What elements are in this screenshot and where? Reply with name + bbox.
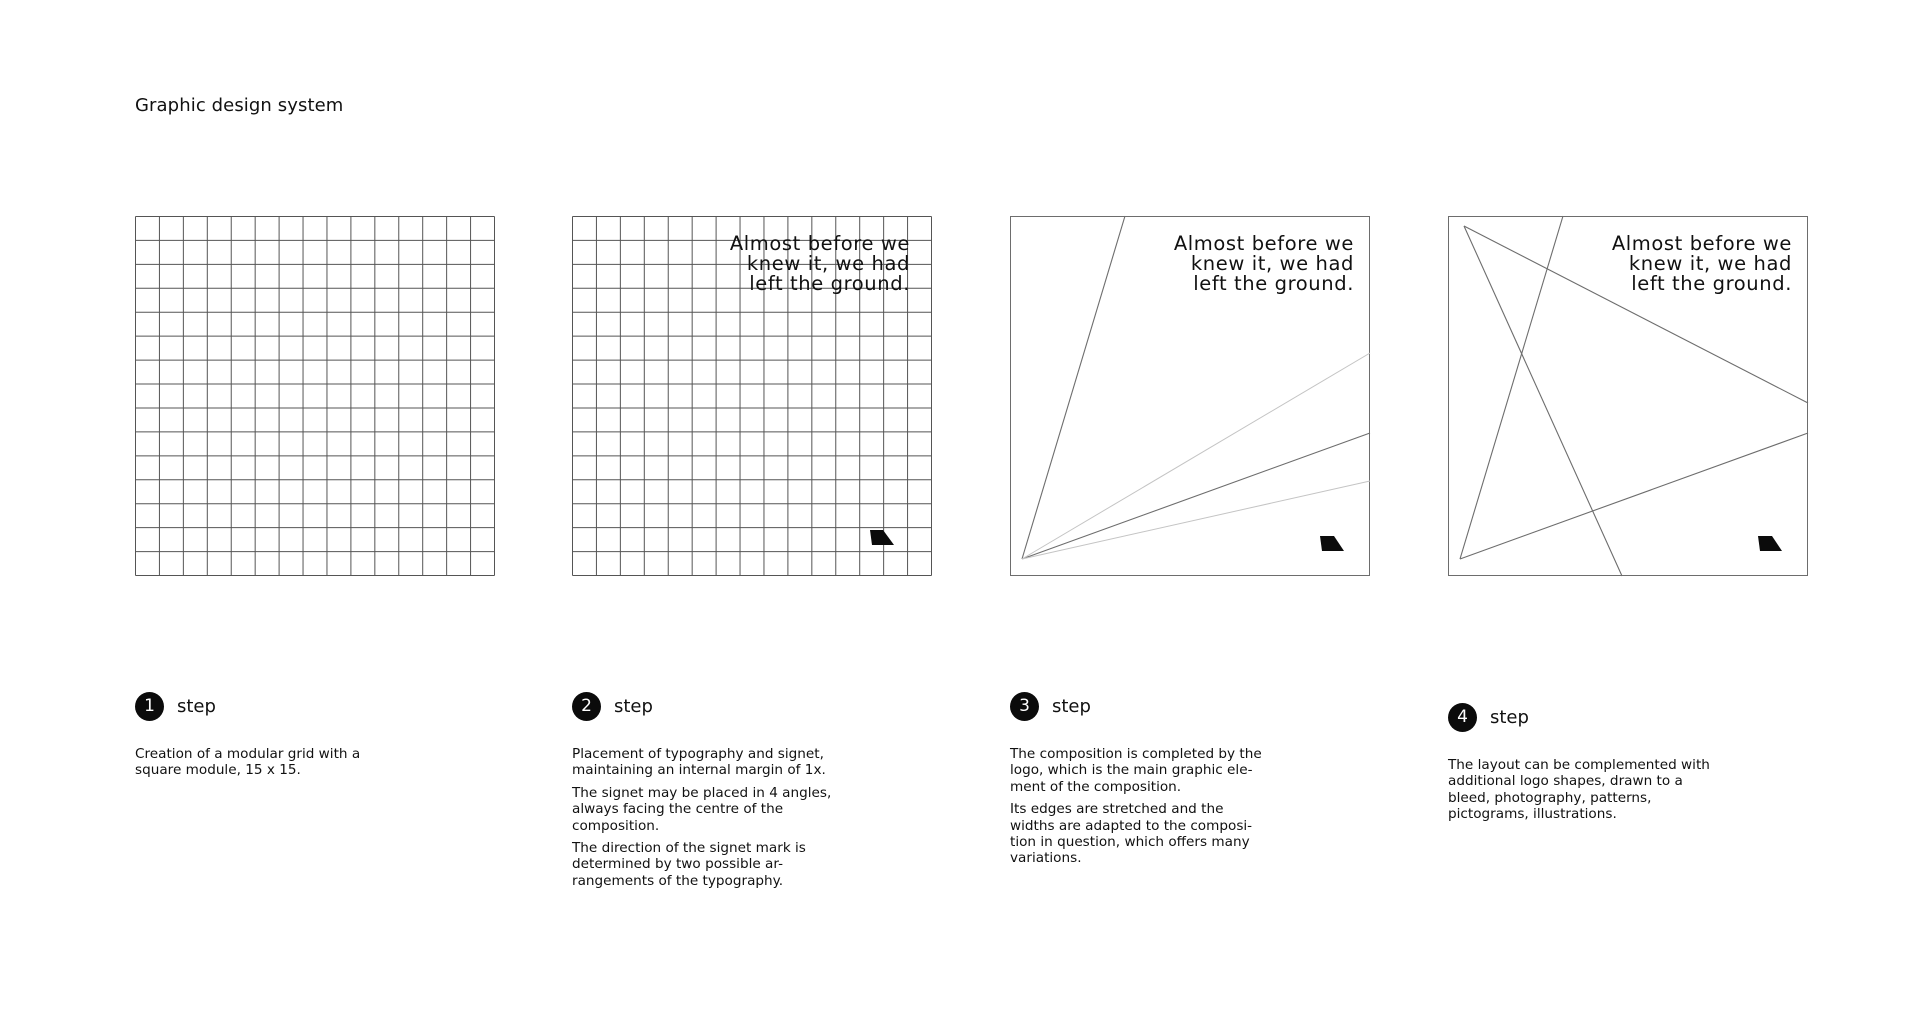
step-number-badge: 2 xyxy=(572,692,601,721)
step-4-header xyxy=(1448,702,1529,732)
panel-quote: Almost before we knew it, we had left the ground. xyxy=(1173,232,1354,295)
signet-logo-icon xyxy=(1758,536,1782,551)
step-paragraph: The signet may be placed in 4 angles, always facing the centre of the composition. xyxy=(572,784,832,834)
step-number-badge: 4 xyxy=(1448,703,1477,732)
panel-grid xyxy=(135,216,495,576)
logo-edge-line xyxy=(1460,216,1563,559)
step-label: step xyxy=(1052,695,1091,717)
panel-composition xyxy=(1010,216,1370,576)
step-1-description xyxy=(135,746,397,785)
logo-faint-line xyxy=(1022,481,1370,559)
step-2-description xyxy=(572,746,834,895)
step-paragraph: Placement of typography and signet, maintaining an internal margin of 1x. xyxy=(572,746,826,779)
step-4-description xyxy=(1448,757,1710,829)
step-paragraph: Creation of a modular grid with a square module, 15 x 15. xyxy=(135,746,361,779)
panel-quote: Almost before we knew it, we had left the ground. xyxy=(729,232,910,295)
step-3-header xyxy=(1010,691,1091,721)
panel-typography xyxy=(572,216,932,576)
step-2-header xyxy=(572,691,653,721)
logo-edge-line xyxy=(1460,433,1808,559)
step-label: step xyxy=(1490,706,1529,728)
signet-logo-icon xyxy=(1320,536,1344,551)
step-number-badge: 3 xyxy=(1010,692,1039,721)
page-title: Graphic design system xyxy=(135,95,344,116)
logo-edge-line xyxy=(1022,433,1370,559)
step-paragraph: The layout can be complemented with additional logo shapes, drawn to a bleed, photography, patterns, pictograms, illustrations. xyxy=(1448,757,1710,823)
step-3-description xyxy=(1010,746,1272,873)
step-paragraph: Its edges are stretched and the widths are adapted to the composi-tion in question, which offers many variations. xyxy=(1010,801,1253,867)
step-paragraph: The composition is completed by the logo, which is the main graphic ele-ment of the composition. xyxy=(1010,746,1262,795)
modular-grid xyxy=(135,216,495,576)
panel-quote: Almost before we knew it, we had left the ground. xyxy=(1611,232,1792,295)
step-paragraph: The direction of the signet mark is determined by two possible ar-rangements of the typography. xyxy=(572,840,806,889)
step-1-header xyxy=(135,691,216,721)
panel-complemented xyxy=(1448,216,1808,576)
step-label: step xyxy=(177,695,216,717)
step-label: step xyxy=(614,695,653,717)
step-number-badge: 1 xyxy=(135,692,164,721)
